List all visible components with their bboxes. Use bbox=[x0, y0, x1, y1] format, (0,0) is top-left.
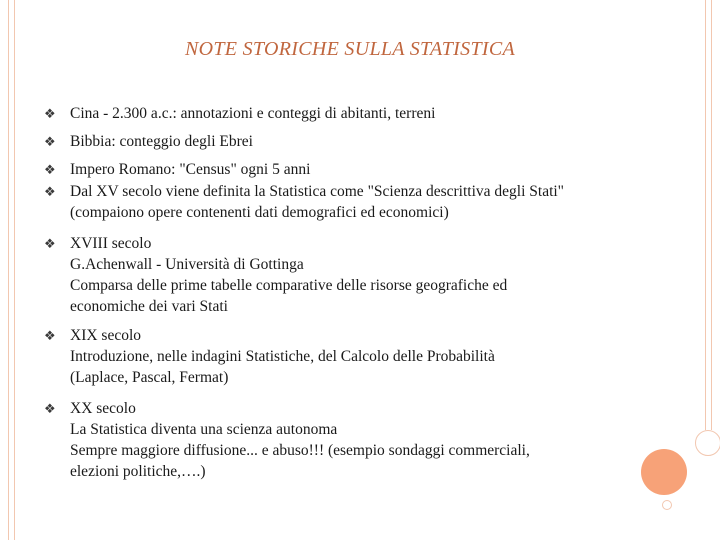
scroll-bullet-icon: ❖ bbox=[44, 163, 56, 178]
bullet-item bbox=[44, 398, 664, 482]
scroll-bullet-icon: ❖ bbox=[44, 185, 56, 200]
bullet-text: Cina - 2.300 a.c.: annotazioni e conteggi di abitanti, terreni bbox=[70, 105, 436, 122]
bullet-item bbox=[44, 181, 664, 223]
bullet-text: XVIII secolo bbox=[70, 235, 152, 252]
bullet-item bbox=[44, 233, 664, 317]
bullet-text: (compaiono opere contenenti dati demografici ed economici) bbox=[70, 204, 449, 221]
bullet-text: Dal XV secolo viene definita la Statistica come "Scienza descrittiva degli Stati" bbox=[70, 183, 565, 200]
decorative-ring-top bbox=[695, 430, 720, 456]
bullet-text: elezioni politiche,….) bbox=[70, 463, 206, 480]
bullet-item bbox=[44, 325, 664, 388]
frame-line-right-inner bbox=[705, 0, 706, 430]
bullet-text: economiche dei vari Stati bbox=[70, 298, 228, 315]
bullet-list bbox=[44, 103, 664, 482]
bullet-text: Sempre maggiore diffusione... e abuso!!! (esempio sondaggi commerciali, bbox=[70, 442, 530, 459]
frame-line-right-outer bbox=[711, 0, 712, 430]
bullet-item bbox=[44, 103, 664, 124]
frame-line-left-inner bbox=[14, 0, 15, 540]
bullet-text: Bibbia: conteggio degli Ebrei bbox=[70, 133, 253, 150]
bullet-item bbox=[44, 159, 664, 180]
bullet-text: XX secolo bbox=[70, 400, 136, 417]
decorative-ring-bottom bbox=[662, 500, 672, 510]
bullet-text: La Statistica diventa una scienza autonoma bbox=[70, 421, 338, 438]
scroll-bullet-icon: ❖ bbox=[44, 402, 56, 417]
bullet-text: Comparsa delle prime tabelle comparative delle risorse geografiche ed bbox=[70, 277, 508, 294]
bullet-text: Impero Romano: "Census" ogni 5 anni bbox=[70, 161, 311, 178]
frame-line-left-outer bbox=[8, 0, 9, 540]
scroll-bullet-icon: ❖ bbox=[44, 329, 56, 344]
bullet-item bbox=[44, 131, 664, 152]
slide-title: NOTE STORICHE SULLA STATISTICA bbox=[185, 38, 515, 60]
bullet-text: (Laplace, Pascal, Fermat) bbox=[70, 369, 229, 386]
bullet-text: G.Achenwall - Università di Gottinga bbox=[70, 256, 304, 273]
scroll-bullet-icon: ❖ bbox=[44, 237, 56, 252]
bullet-text: XIX secolo bbox=[70, 327, 142, 344]
bullet-text: Introduzione, nelle indagini Statistiche, del Calcolo delle Probabilità bbox=[70, 348, 495, 365]
scroll-bullet-icon: ❖ bbox=[44, 135, 56, 150]
scroll-bullet-icon: ❖ bbox=[44, 107, 56, 122]
